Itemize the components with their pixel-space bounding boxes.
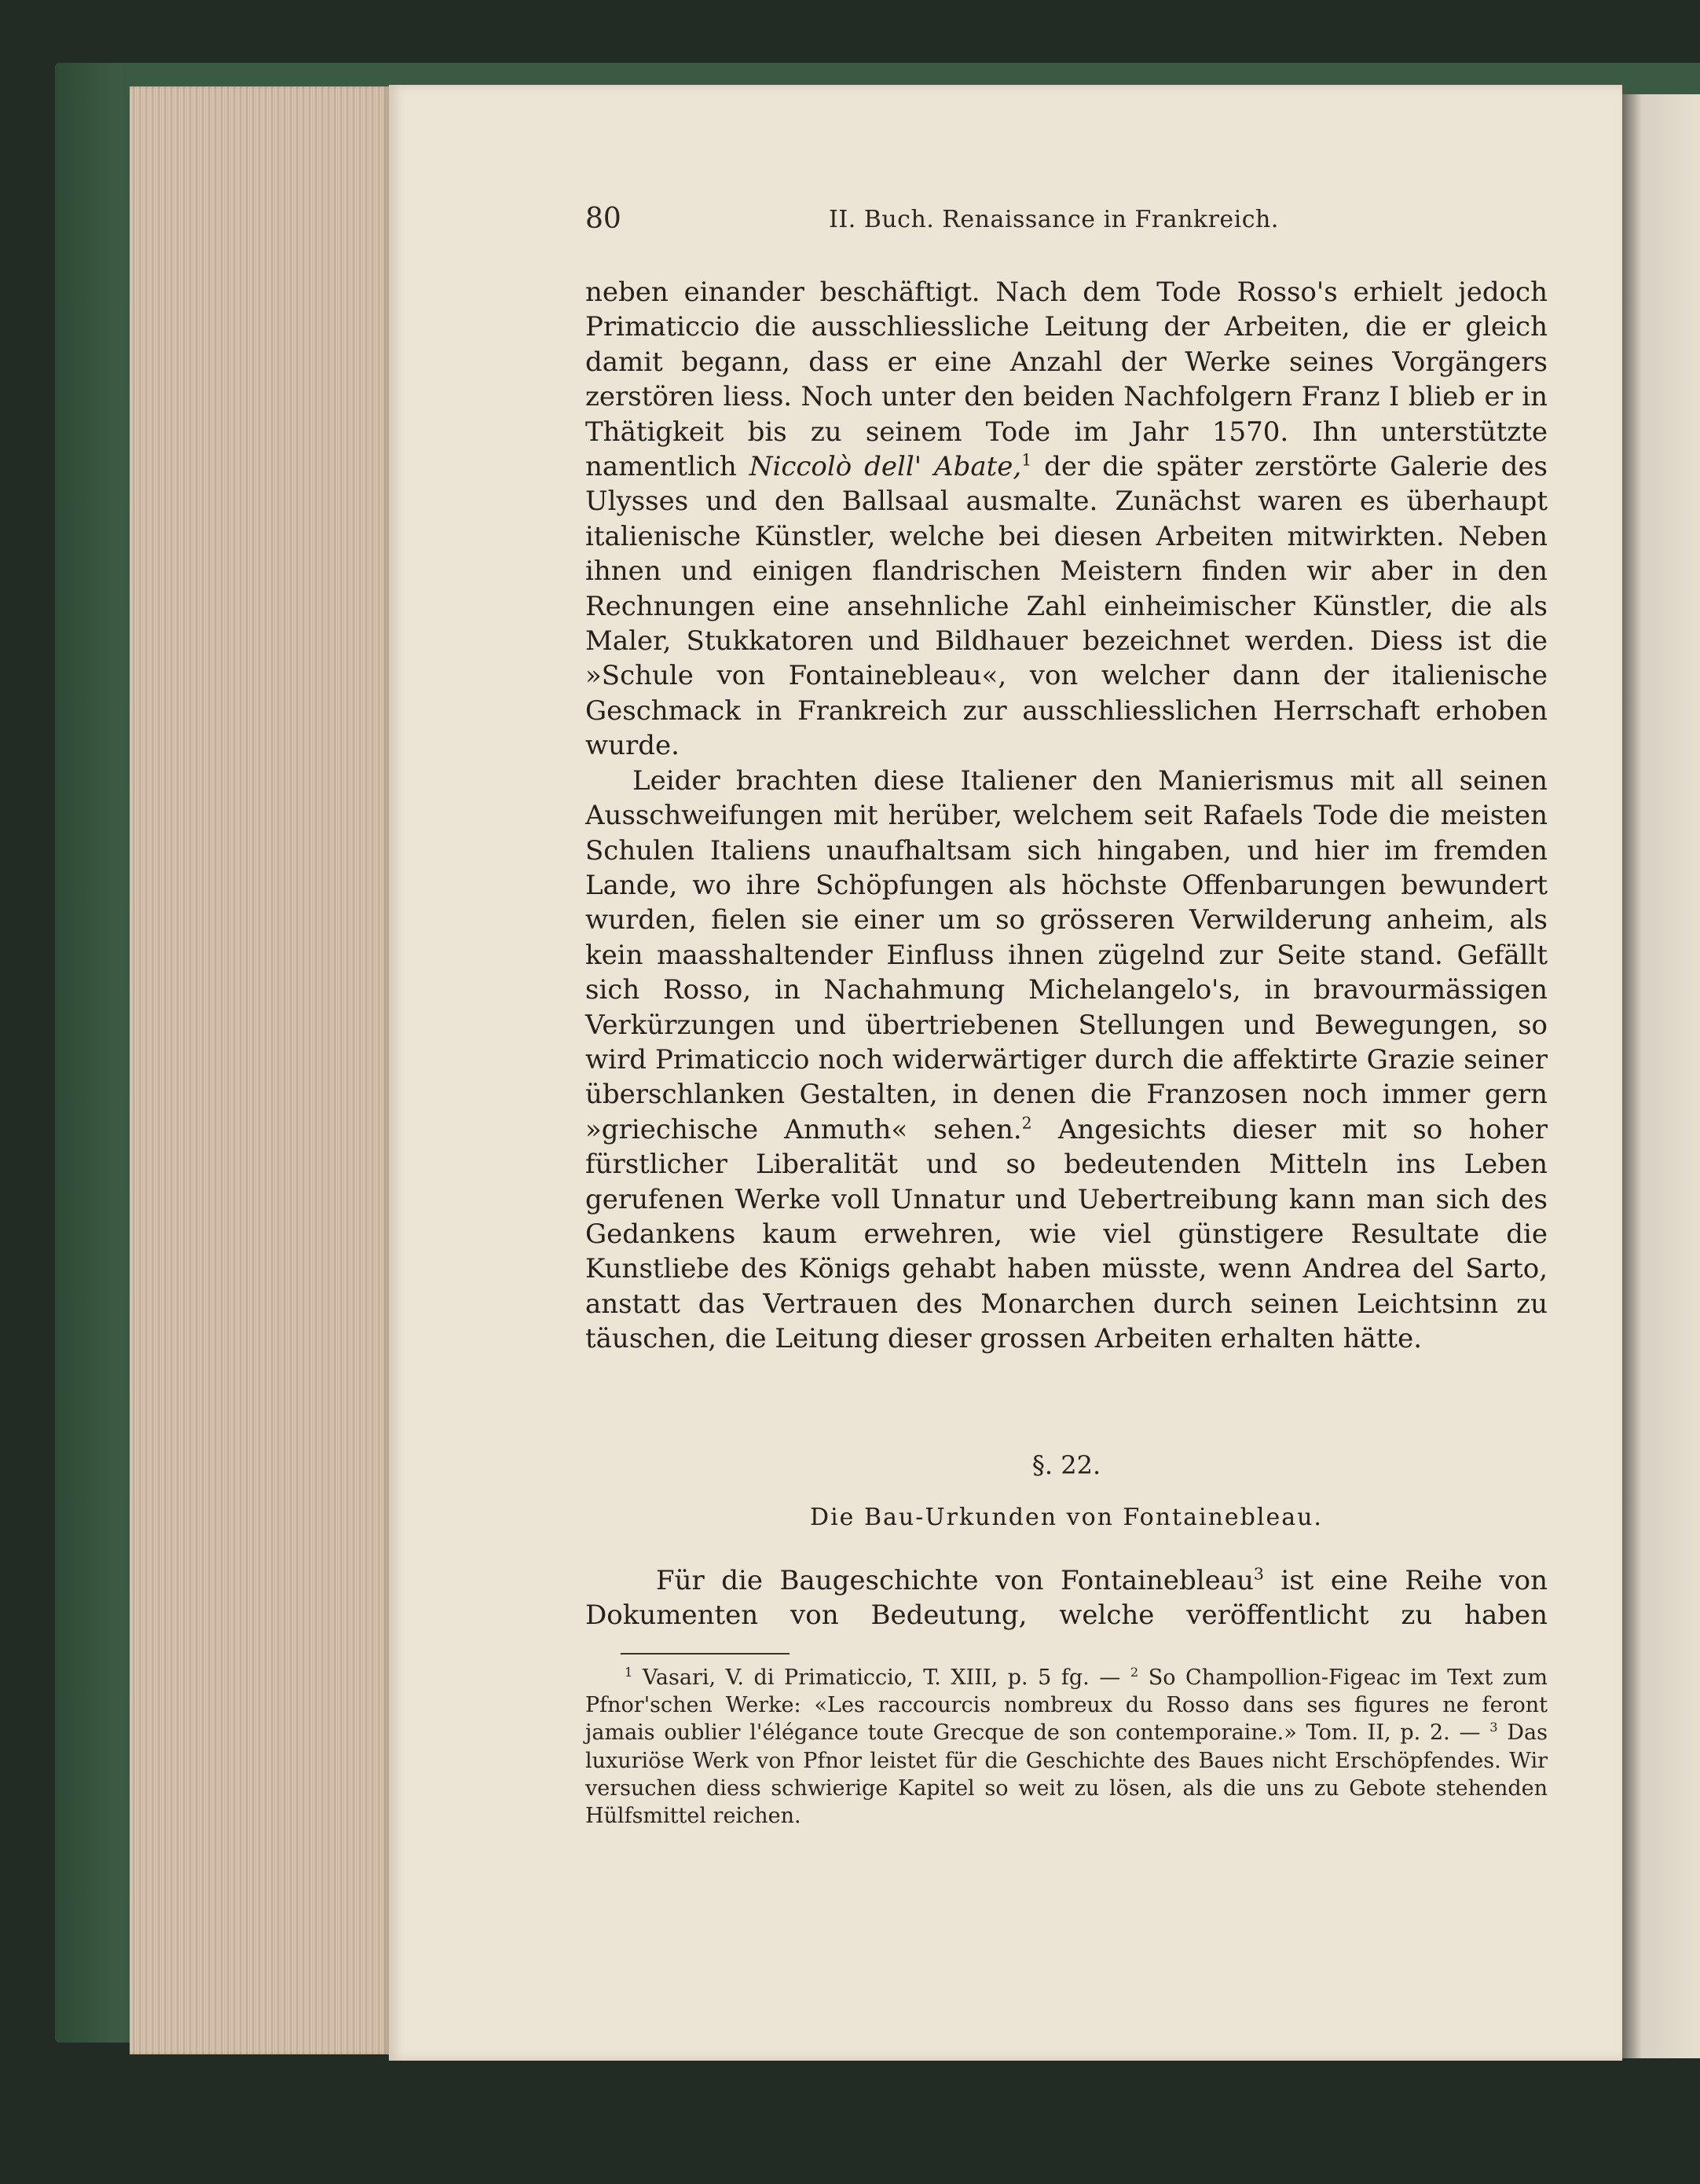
section-heading — [585, 1446, 1548, 1534]
footnote-ref-1: 1 — [1021, 450, 1032, 470]
paragraph-1-italic-name: Niccolò dell' Abate, — [749, 451, 1022, 483]
running-head — [585, 203, 1559, 242]
main-text — [585, 275, 1548, 1357]
paragraph-1-text: neben einander beschäftigt. Nach dem Tode Rosso's erhielt jedoch Primaticcio die ausschliessliche Leitung der Arbeiten, die er gleich damit begann, dass er eine Anzahl der Werke seines Vorgängers zerstören liess. Noch unter den beiden Nachfolgern Franz I blieb er in Thätigkeit bis zu seinem Tode im Jahr 1570. Ihn unterstützte namentlich — [585, 277, 1548, 483]
page-edges — [130, 86, 389, 2054]
footnote-ref-2: 2 — [1021, 1113, 1032, 1133]
footnote-mark-3: 3 — [1489, 1720, 1498, 1735]
section-number: §. 22. — [1031, 1450, 1101, 1480]
footnote-2: So Champollion-Figeac im Text zum Pfnor'schen Werke: «Les raccourcis nombreux du Rosso dans ses figures ne feront jamais oublier l'élégance toute Grecque de son contemporaine.» Tom. II, p. 2. — — [585, 1665, 1548, 1746]
paragraph-1-rest: der die später zerstörte Galerie des Ulysses und den Ballsaal ausmalte. Zunächst waren es überhaupt italienische Künstler, welche bei diesen Arbeiten mitwirkten. Neben ihnen und einigen flandrischen Meistern finden wir aber in den Rechnungen eine ansehnliche Zahl einheimischer Künstler, die als Maler, Stukkatoren und Bildhauer bezeichnet werden. Diess ist die »Schule von Fontainebleau«, von welcher dann der italienische Geschmack in Frankreich zur ausschliesslichen Herrschaft erhoben wurde. — [585, 451, 1548, 762]
page-number: 80 — [585, 203, 621, 235]
footnote-mark-1: 1 — [625, 1665, 633, 1680]
paragraph-2 — [585, 764, 1548, 1357]
paragraph-2-text: Leider brachten diese Italiener den Manierismus mit all seinen Ausschweifungen mit herüber, welchem seit Rafaels Tode die meisten Schulen Italiens unaufhaltsam sich hingaben, und hier im fremden Lande, wo ihre Schöpfungen als höchste Offenbarungen bewundert wurden, fielen sie einer um so grösseren Verwilderung anheim, als kein maasshaltender Einfluss ihnen zügelnd zur Seite stand. Gefällt sich Rosso, in Nachahmung Michelangelo's, in bravourmässigen Verkürzungen und übertriebenen Stellungen und Bewegungen, so wird Primaticcio noch widerwärtiger durch die affektirte Grazie seiner überschlanken Gestalten, in denen die Franzosen noch immer gern »griechische Anmuth« sehen. — [585, 764, 1548, 1145]
footnote-1: Vasari, V. di Primaticcio, T. XIII, p. 5 fg. — — [642, 1665, 1121, 1690]
running-title: II. Buch. Renaissance in Frankreich. — [829, 206, 1279, 233]
section-paragraph-rest: ist eine Reihe von Dokumenten von Bedeutung, welche veröffentlicht zu haben — [585, 1565, 1548, 1632]
section-title: Die Bau-Urkunden von Fontainebleau. — [810, 1504, 1323, 1531]
footnote-3: Das luxuriöse Werk von Pfnor leistet für die Geschichte des Baues nicht Erschöpfendes. Wir versuchen diess schwierige Kapitel so weit zu lösen, als die uns zu Gebote stehenden Hülfsmittel reichen. — [585, 1720, 1548, 1829]
footnote-rule — [621, 1653, 790, 1654]
paragraph-2-rest: Angesichts dieser mit so hoher fürstlicher Liberalität und so bedeutenden Mitteln ins Leben gerufenen Werke voll Unnatur und Uebertreibung kann man sich des Gedankens kaum erwehren, wie viel günstigere Resultate die Kunstliebe des Königs gehabt haben müsste, wenn Andrea del Sarto, anstatt das Vertrauen des Monarchen durch seinen Leichtsinn zu täuschen, die Leitung dieser grossen Arbeiten erhalten hätte. — [585, 1113, 1548, 1355]
section-paragraph — [585, 1563, 1548, 1633]
footnotes — [585, 1664, 1548, 1830]
facing-page-edge — [1622, 94, 1700, 2058]
footnote-mark-2: 2 — [1130, 1665, 1139, 1680]
section-paragraph-start: Für die Baugeschichte von Fontainebleau — [656, 1565, 1254, 1596]
paragraph-1 — [585, 275, 1548, 764]
footnote-ref-3: 3 — [1253, 1564, 1264, 1584]
